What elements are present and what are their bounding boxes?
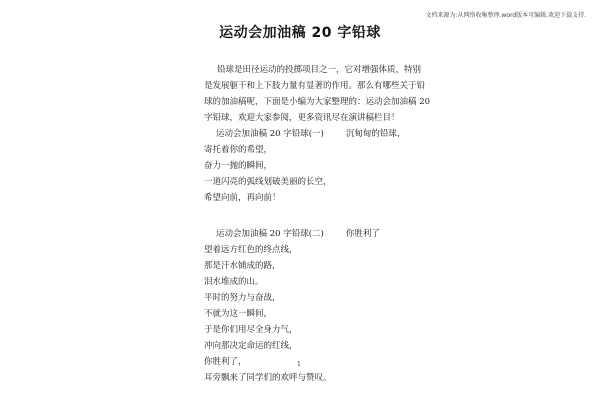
section-2-title: 运动会加油稿 20 字铅球(二)	[216, 229, 324, 239]
intro-line: 球的加油稿呢，下面是小编为大家整理的：运动会加油稿 20	[204, 97, 431, 107]
section-2-heading	[204, 226, 404, 242]
header-note: 文档来源为:从网络收集整理.word版本可编辑.欢迎下载支持.	[425, 12, 586, 19]
document-body	[204, 62, 431, 386]
document-title: 运动会加油稿 20 字铅球	[219, 25, 381, 41]
intro-line: 字铅球，欢迎大家参阅，更多资讯尽在演讲稿栏目！	[204, 113, 400, 123]
intro-line: 铅球是田径运动的投掷项目之一，它对增强体质，特别	[217, 65, 422, 75]
poem-line: 你胜利了，	[204, 357, 247, 367]
section-1	[204, 126, 404, 206]
poem-line: 耳旁飘来了同学们的欢呼与赞叹。	[204, 373, 332, 383]
poem-line: 一道闪亮的弧线划破美丽的长空，	[204, 177, 332, 187]
poem-line: 泪水堆成的山。	[204, 277, 264, 287]
poem-line: 于是你们用尽全身力气，	[204, 325, 298, 335]
poem-line: 不就为这一瞬间，	[204, 309, 273, 319]
section-2	[204, 226, 404, 386]
section-1-heading	[204, 126, 404, 142]
intro-paragraph	[204, 62, 431, 126]
poem-line: 望着远方红色的终点线，	[204, 245, 298, 255]
section-2-first-line: 你胜利了	[345, 229, 380, 239]
poem-line: 寄托着你的希望，	[204, 145, 273, 155]
intro-line: 是发展躯干和上下肢力量有显著的作用。那么有哪些关于铅	[204, 81, 426, 91]
poem-line: 冲向那决定命运的红线，	[204, 341, 298, 351]
section-spacer	[204, 206, 404, 226]
poem-line: 那是汗水铺成的路，	[204, 261, 281, 271]
section-1-title: 运动会加油稿 20 字铅球(一)	[216, 129, 324, 139]
section-1-first-line: 沉甸甸的铅球，	[345, 129, 406, 139]
poem-line: 奋力一抛的瞬间，	[204, 161, 273, 171]
page-number: 1	[297, 361, 301, 368]
poem-line: 希望向前，再向前！	[204, 193, 281, 203]
poem-line: 平时的努力与奋战，	[204, 293, 281, 303]
